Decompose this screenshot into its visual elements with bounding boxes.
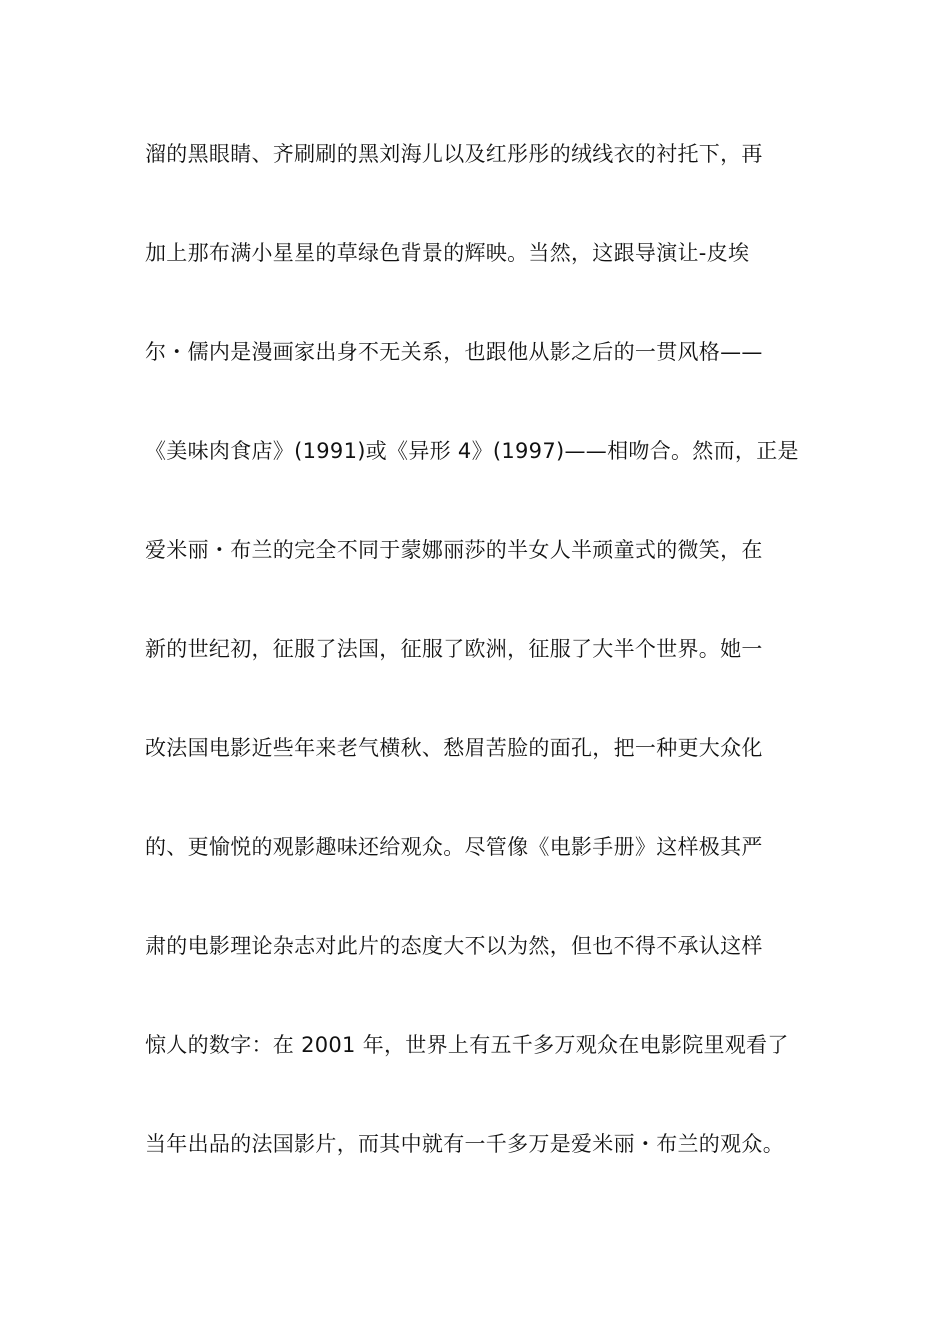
text-line: 新的世纪初，征服了法国，征服了欧洲，征服了大半个世界。她一 [145, 637, 763, 661]
text-line: 爱米丽・布兰的完全不同于蒙娜丽莎的半女人半顽童式的微笑，在 [145, 538, 763, 562]
text-line: 的、更愉悦的观影趣味还给观众。尽管像《电影手册》这样极其严 [145, 835, 763, 859]
text-line: 当年出品的法国影片，而其中就有一千多万是爱米丽・布兰的观众。 [145, 1132, 784, 1156]
text-line: 《美味肉食店》(1991)或《异形 4》(1997)——相吻合。然而，正是 [145, 439, 799, 463]
text-line: 改法国电影近些年来老气横秋、愁眉苦脸的面孔，把一种更大众化 [145, 736, 763, 760]
text-line: 肃的电影理论杂志对此片的态度大不以为然，但也不得不承认这样 [145, 934, 763, 958]
body-text [145, 134, 825, 1223]
text-line: 尔・儒内是漫画家出身不无关系，也跟他从影之后的一贯风格—— [145, 340, 763, 364]
text-line: 加上那布满小星星的草绿色背景的辉映。当然，这跟导演让-皮埃 [145, 241, 750, 265]
text-line: 惊人的数字：在 2001 年，世界上有五千多万观众在电影院里观看了 [145, 1033, 789, 1057]
text-line: 溜的黑眼睛、齐刷刷的黑刘海儿以及红彤彤的绒线衣的衬托下，再 [145, 142, 763, 166]
